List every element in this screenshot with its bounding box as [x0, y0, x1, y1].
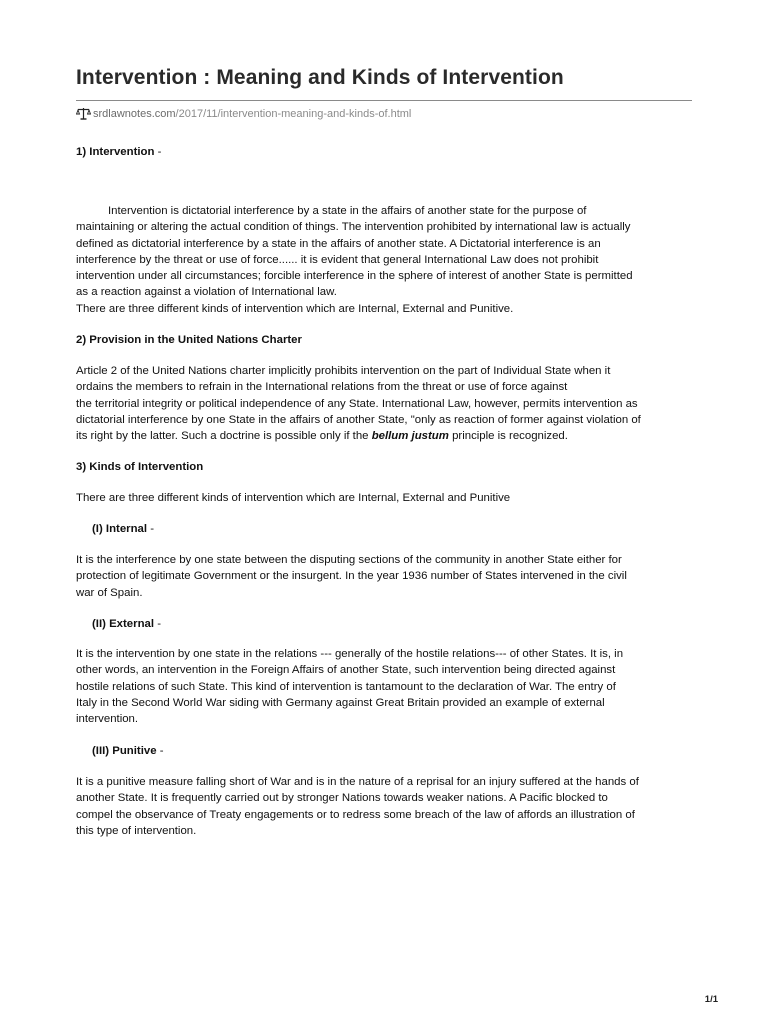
- paragraph-line: Intervention is dictatorial interference by a state in the affairs of another state for the purpose of: [108, 205, 587, 217]
- section-3-intro: [76, 490, 696, 506]
- paragraph-line: interference by the threat or use of force...... it is evident that general International Law does not prohibit: [76, 253, 599, 266]
- paragraph-line: There are three different kinds of intervention which are Internal, External and Punitive: [76, 492, 511, 504]
- paragraph-line: intervention.: [76, 713, 139, 726]
- subsection-heading: (III) Punitive: [92, 745, 157, 757]
- paragraph-line: this type of intervention.: [76, 824, 197, 837]
- section-2-heading: [76, 332, 696, 348]
- paragraph-line: defined as dictatorial interference by a state in the affairs of another state. A Dictatorial interference is an: [76, 237, 601, 250]
- paragraph-line: [76, 428, 696, 444]
- paragraph-line: the territorial integrity or political independence of any State. International Law, however, permits intervention as: [76, 397, 638, 410]
- paragraph-line: It is the intervention by one state in the relations --- generally of the hostile relations--- of other States. It is, in: [76, 648, 624, 660]
- section-2-body: [76, 363, 696, 444]
- subsection-external-body: [76, 646, 696, 727]
- section-heading: 2) Provision in the United Nations Charter: [76, 334, 302, 346]
- subsection-heading: (II) External: [92, 618, 155, 630]
- paragraph-line: hostile relations of such State. This kind of intervention is tantamount to the declaration of War. The entry of: [76, 680, 616, 693]
- paragraph-line: Article 2 of the United Nations charter implicitly prohibits intervention on the part of Individual State when it: [76, 365, 611, 377]
- page-title: Intervention : Meaning and Kinds of Intervention: [76, 66, 564, 89]
- section-1-body: [76, 203, 696, 317]
- paragraph-line: intervention under all circumstances; forcible interference in the sphere of interest of another State is permitted: [76, 270, 633, 283]
- paragraph-line: compel the observance of Treaty engagements or to redress some breach of the law of affords an illustration of: [76, 808, 635, 821]
- emphasis-term: bellum justum: [371, 430, 449, 443]
- title-divider: [76, 100, 692, 101]
- subsection-punitive-heading: [76, 743, 712, 759]
- heading-dash: -: [154, 146, 162, 158]
- section-3-heading: [76, 459, 696, 475]
- paragraph-line: It is a punitive measure falling short of War and is in the nature of a reprisal for an injury suffered at the hands of: [76, 776, 639, 788]
- paragraph-line: another State. It is frequently carried out by stronger Nations towards weaker nations. A Pacific blocked to: [76, 792, 608, 805]
- section-heading: 1) Intervention: [76, 146, 155, 158]
- subsection-internal-body: [76, 552, 696, 601]
- line-text: principle is recognized.: [448, 430, 568, 443]
- paragraph-line: maintaining or altering the actual condition of things. The intervention prohibited by international law is actually: [76, 221, 631, 234]
- page-number: 1/1: [704, 994, 718, 1005]
- section-1-heading: [76, 144, 696, 160]
- subsection-heading: (I) Internal: [92, 523, 148, 535]
- paragraph-line: ordains the members to refrain in the International relations from the threat or use of force against: [76, 381, 568, 394]
- paragraph-line: Italy in the Second World War siding with Germany against Great Britain provided an example of external: [76, 696, 605, 709]
- source-domain: srdlawnotes.com: [93, 107, 176, 120]
- scales-of-justice-icon: [76, 107, 91, 120]
- subsection-external-heading: [76, 616, 712, 632]
- subsection-punitive-body: [76, 774, 696, 839]
- line-text: its right by the latter. Such a doctrine is possible only if the: [76, 430, 372, 443]
- source-path: /2017/11/intervention-meaning-and-kinds-of.html: [175, 107, 412, 120]
- paragraph-line: It is the interference by one state between the disputing sections of the community in another State either for: [76, 554, 622, 566]
- paragraph-line: protection of legitimate Government or the insurgent. In the year 1936 number of States intervened in the civil: [76, 570, 627, 583]
- paragraph-line: There are three different kinds of intervention which are Internal, External and Punitive.: [76, 302, 514, 315]
- source-url[interactable]: [76, 107, 411, 120]
- paragraph-line: other words, an intervention in the Foreign Affairs of another State, such intervention being directed against: [76, 664, 616, 677]
- heading-dash: -: [154, 618, 161, 630]
- heading-dash: -: [156, 745, 164, 757]
- paragraph-line: as a reaction against a violation of International law.: [76, 286, 337, 299]
- paragraph-line: dictatorial interference by one State in the affairs of another State, "only as reaction of former against violation of: [76, 413, 641, 426]
- subsection-internal-heading: [76, 521, 712, 537]
- paragraph-line: war of Spain.: [76, 586, 143, 599]
- heading-dash: -: [147, 523, 155, 535]
- section-heading: 3) Kinds of Intervention: [76, 461, 204, 473]
